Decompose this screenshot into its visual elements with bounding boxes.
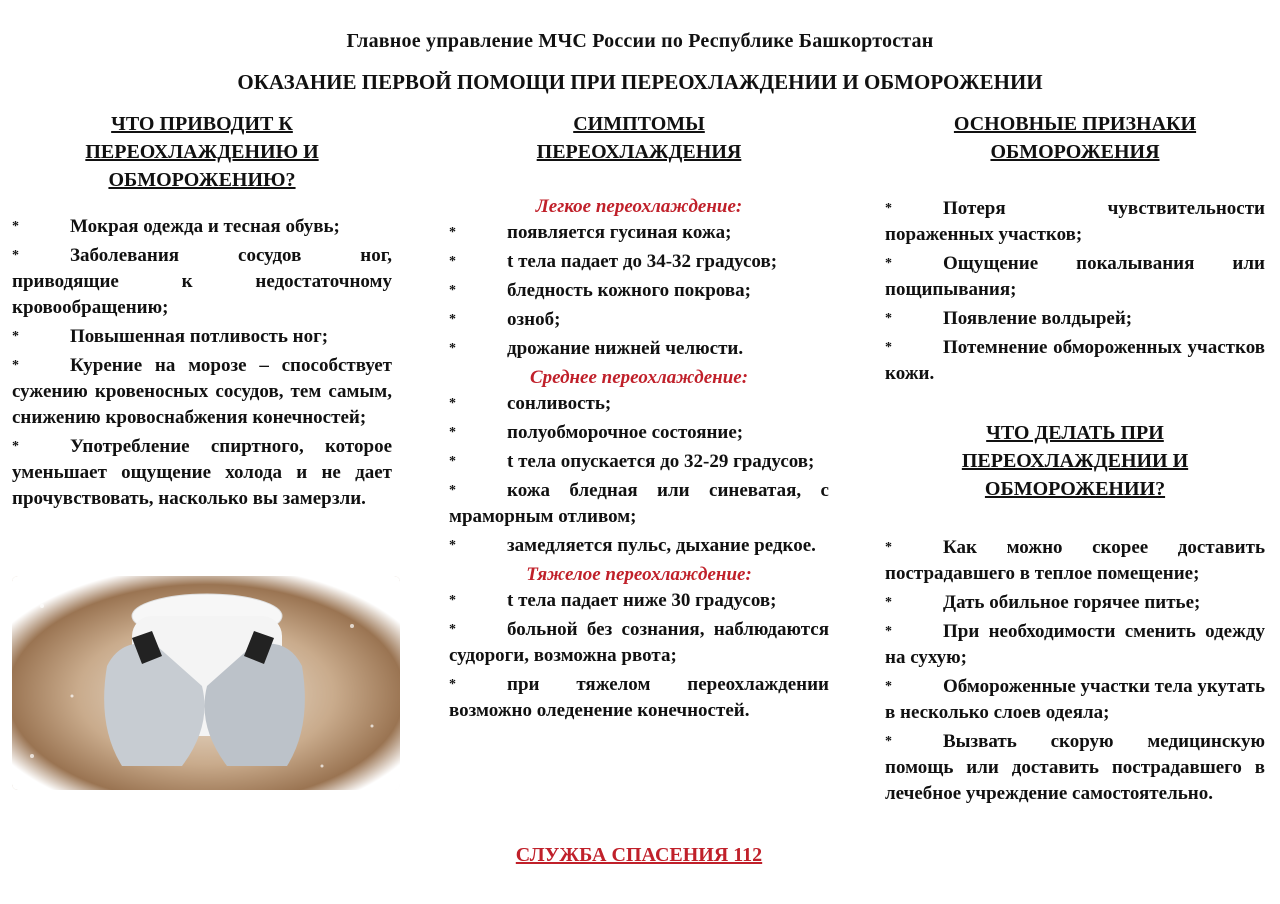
bullet-star: * <box>449 454 456 469</box>
list-item <box>885 306 1265 332</box>
list-item-text: дрожание нижней челюсти. <box>507 338 744 359</box>
list-item <box>885 590 1265 616</box>
list-item-text: t тела падает до 34-32 градусов; <box>507 251 778 272</box>
frostbite-column <box>885 110 1265 810</box>
severe-hypothermia-subheading: Тяжелое переохлаждение: <box>526 564 752 585</box>
list-item-text: Ощущение покалывания или пощипывания; <box>885 253 1265 300</box>
list-item-text: При необходимости сменить одежду на сухую; <box>885 621 1265 668</box>
causes-list <box>12 214 392 512</box>
list-item-text: Курение на морозе – способствует сужению кровеносных сосудов, тем самым, снижению кровоснабжения конечностей; <box>12 355 392 428</box>
what-to-do-heading-line: ОБМОРОЖЕНИИ? <box>984 478 1166 500</box>
list-item <box>449 449 829 475</box>
organization-name: Главное управление МЧС России по Республике Башкортостан <box>346 30 934 52</box>
rescue-service-footer: СЛУЖБА СПАСЕНИЯ 112 <box>515 844 763 866</box>
bullet-star: * <box>12 329 19 344</box>
bullet-star: * <box>449 225 456 240</box>
gloved-hands-illustration <box>12 576 400 790</box>
list-item-text: Потеря чувствительности пораженных участков; <box>885 198 1265 245</box>
list-item-text: Как можно скорее доставить пострадавшего в теплое помещение; <box>885 537 1265 584</box>
list-item-text: появляется гусиная кожа; <box>507 222 732 243</box>
list-item-text: Повышенная потливость ног; <box>70 326 329 347</box>
frostbite-signs-heading-line: ОСНОВНЫЕ ПРИЗНАКИ <box>953 113 1197 135</box>
symptoms-list <box>449 194 829 724</box>
bullet-star: * <box>449 254 456 269</box>
bullet-star: * <box>449 622 456 637</box>
list-item <box>885 619 1265 671</box>
list-item-text: замедляется пульс, дыхание редкое. <box>507 535 816 556</box>
what-to-do-heading-line: ПЕРЕОХЛАЖДЕНИИ И <box>961 450 1189 472</box>
bullet-star: * <box>885 256 892 271</box>
bullet-star: * <box>449 483 456 498</box>
list-item <box>12 353 392 431</box>
frostbite-signs-heading-line: ОБМОРОЖЕНИЯ <box>990 141 1160 163</box>
list-item-text: сонливость; <box>507 393 612 414</box>
list-item-text: Вызвать скорую медицинскую помощь или доставить пострадавшего в лечебное учреждение самостоятельно. <box>885 731 1265 804</box>
list-item <box>885 251 1265 303</box>
list-item <box>449 617 829 669</box>
bullet-star: * <box>12 358 19 373</box>
list-item <box>12 243 392 321</box>
bullet-star: * <box>12 248 19 263</box>
list-item-text: Заболевания сосудов ног, приводящие к недостаточному кровообращению; <box>12 245 392 318</box>
list-item-text: Появление волдырей; <box>943 308 1133 329</box>
symptoms-heading <box>449 110 829 166</box>
bullet-star: * <box>885 595 892 610</box>
list-item <box>449 420 829 446</box>
list-item <box>449 220 829 246</box>
list-item <box>885 535 1265 587</box>
what-to-do-list <box>885 535 1265 807</box>
bullet-star: * <box>12 219 19 234</box>
list-item-text: Потемнение обмороженных участков кожи. <box>885 337 1265 384</box>
list-item <box>449 391 829 417</box>
list-item <box>12 324 392 350</box>
list-item-text: озноб; <box>507 309 561 330</box>
bullet-star: * <box>449 396 456 411</box>
list-item-text: Дать обильное горячее питье; <box>943 592 1201 613</box>
list-item-text: t тела опускается до 32-29 градусов; <box>507 451 815 472</box>
causes-column <box>12 110 392 515</box>
mild-hypothermia-subheading: Легкое переохлаждение: <box>535 196 743 217</box>
list-item <box>885 729 1265 807</box>
bullet-star: * <box>449 677 456 692</box>
list-item <box>449 478 829 530</box>
bullet-star: * <box>885 311 892 326</box>
list-item <box>449 672 829 724</box>
bullet-star: * <box>885 540 892 555</box>
bullet-star: * <box>449 593 456 608</box>
bullet-star: * <box>885 340 892 355</box>
list-item <box>449 278 829 304</box>
list-item <box>449 307 829 333</box>
list-item <box>449 588 829 614</box>
bullet-star: * <box>449 312 456 327</box>
list-item-text: Мокрая одежда и тесная обувь; <box>70 216 340 237</box>
list-item-text: больной без сознания, наблюдаются судороги, возможна рвота; <box>449 619 829 666</box>
causes-heading <box>12 110 392 194</box>
list-item-text: t тела падает ниже 30 градусов; <box>507 590 777 611</box>
list-item <box>12 214 392 240</box>
frostbite-signs-heading <box>885 110 1265 166</box>
symptoms-column <box>449 110 829 727</box>
page-title: ОКАЗАНИЕ ПЕРВОЙ ПОМОЩИ ПРИ ПЕРЕОХЛАЖДЕНИИ И ОБМОРОЖЕНИИ <box>237 70 1043 94</box>
frostbite-signs-list <box>885 196 1265 387</box>
symptoms-heading-line: ПЕРЕОХЛАЖДЕНИЯ <box>536 141 742 163</box>
list-item <box>449 336 829 362</box>
bullet-star: * <box>449 341 456 356</box>
bullet-star: * <box>885 679 892 694</box>
list-item-text: бледность кожного покрова; <box>507 280 751 301</box>
list-item <box>885 335 1265 387</box>
list-item-text: Употребление спиртного, которое уменьшает ощущение холода и не дает прочувствовать, насколько вы замерзли. <box>12 436 392 509</box>
bullet-star: * <box>885 201 892 216</box>
list-item <box>885 674 1265 726</box>
bullet-star: * <box>449 425 456 440</box>
list-item <box>885 196 1265 248</box>
moderate-hypothermia-subheading: Среднее переохлаждение: <box>529 367 749 388</box>
list-item <box>449 533 829 559</box>
list-item-text: Обмороженные участки тела укутать в несколько слоев одеяла; <box>885 676 1265 723</box>
causes-heading-line: ПЕРЕОХЛАЖДЕНИЮ И <box>85 141 319 163</box>
symptoms-heading-line: СИМПТОМЫ <box>573 113 705 135</box>
causes-heading-line: ОБМОРОЖЕНИЮ? <box>108 169 296 191</box>
bullet-star: * <box>885 624 892 639</box>
list-item <box>12 434 392 512</box>
bullet-star: * <box>12 439 19 454</box>
list-item-text: кожа бледная или синеватая, с мраморным отливом; <box>449 480 829 527</box>
what-to-do-heading-line: ЧТО ДЕЛАТЬ ПРИ <box>986 422 1164 444</box>
causes-heading-line: ЧТО ПРИВОДИТ К <box>111 113 293 135</box>
list-item <box>449 249 829 275</box>
bullet-star: * <box>449 283 456 298</box>
what-to-do-heading <box>885 419 1265 503</box>
bullet-star: * <box>885 734 892 749</box>
gloved-hands-cup-photo <box>12 576 400 790</box>
bullet-star: * <box>449 538 456 553</box>
list-item-text: полуобморочное состояние; <box>507 422 744 443</box>
list-item-text: при тяжелом переохлаждении возможно оледенение конечностей. <box>449 674 829 721</box>
